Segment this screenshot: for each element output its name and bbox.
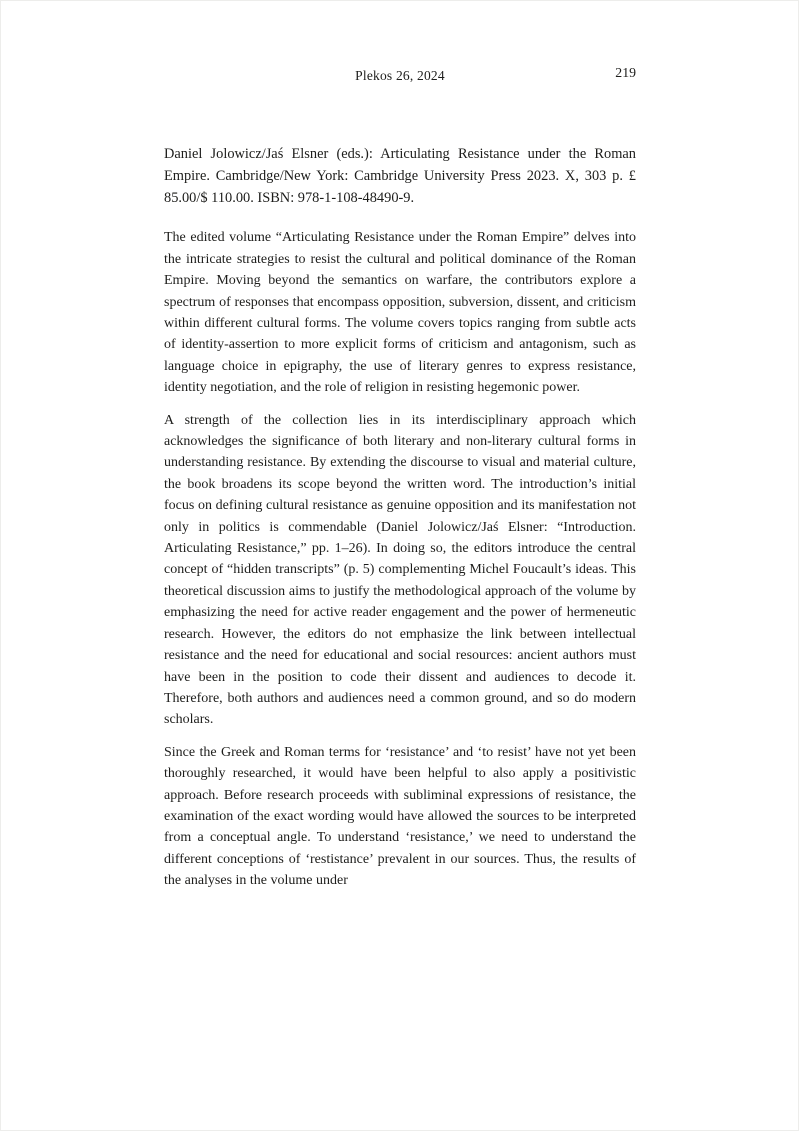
review-paragraph-1: The edited volume “Articulating Resistance under the Roman Empire” delves into the intricate strategies to resist the cultural and political dominance of the Roman Empire. Moving beyond the semantics on warfare, the contributors explore a spectrum of responses that encompass opposition, subversion, dissent, and criticism within different cultural forms. The volume covers topics ranging from subtle acts of identity-assertion to more explicit forms of criticism and antagonism, such as language choice in epigraphy, the use of literary genres to express resistance, identity negotiation, and the role of religion in resisting hegemonic power.: [164, 230, 636, 396]
journal-title: Plekos 26, 2024: [355, 68, 445, 83]
review-paragraph-2: A strength of the collection lies in its interdisciplinary approach which acknowledges the significance of both literary and non-literary cultural forms in understanding resistance. By extending the discourse to visual and material culture, the book broadens its scope beyond the written word. The introduction’s initial focus on defining cultural resistance as genuine opposition and its manifestation not only in politics is commendable (Daniel Jolowicz/Jaś Elsner: “Introduction. Articulating Resistance,” pp. 1–26). In doing so, the editors introduce the central concept of “hidden transcripts” (p. 5) complementing Michel Foucault’s ideas. This theoretical discussion aims to justify the methodological approach of the volume by emphasizing the need for active reader engagement and the power of hermeneutic research. However, the editors do not emphasize the link between intellectual resistance and the need for educational and social resources: ancient authors must have been in the position to code their dissent and audiences to decode it. Therefore, both authors and audiences need a common ground, and so do modern scholars.: [164, 412, 636, 728]
book-citation: Daniel Jolowicz/Jaś Elsner (eds.): Articulating Resistance under the Roman Empire. Cambridge/New York: Cambridge University Press 2023. X, 303 p. £ 85.00/$ 110.00. ISBN: 978-1-108-48490-9.: [164, 146, 636, 206]
review-content: [164, 144, 636, 903]
page-header: [164, 65, 636, 90]
review-paragraph-3: Since the Greek and Roman terms for ‘resistance’ and ‘to resist’ have not yet been thoroughly researched, it would have been helpful to also apply a positivistic approach. Before research proceeds with subliminal expressions of resistance, the examination of the exact wording would have allowed the sources to be interpreted from a conceptual angle. To understand ‘resistance,’ we need to understand the different conceptions of ‘restistance’ prevalent in our sources. Thus, the results of the analyses in the volume under: [164, 744, 636, 889]
page-number: 219: [615, 65, 636, 80]
